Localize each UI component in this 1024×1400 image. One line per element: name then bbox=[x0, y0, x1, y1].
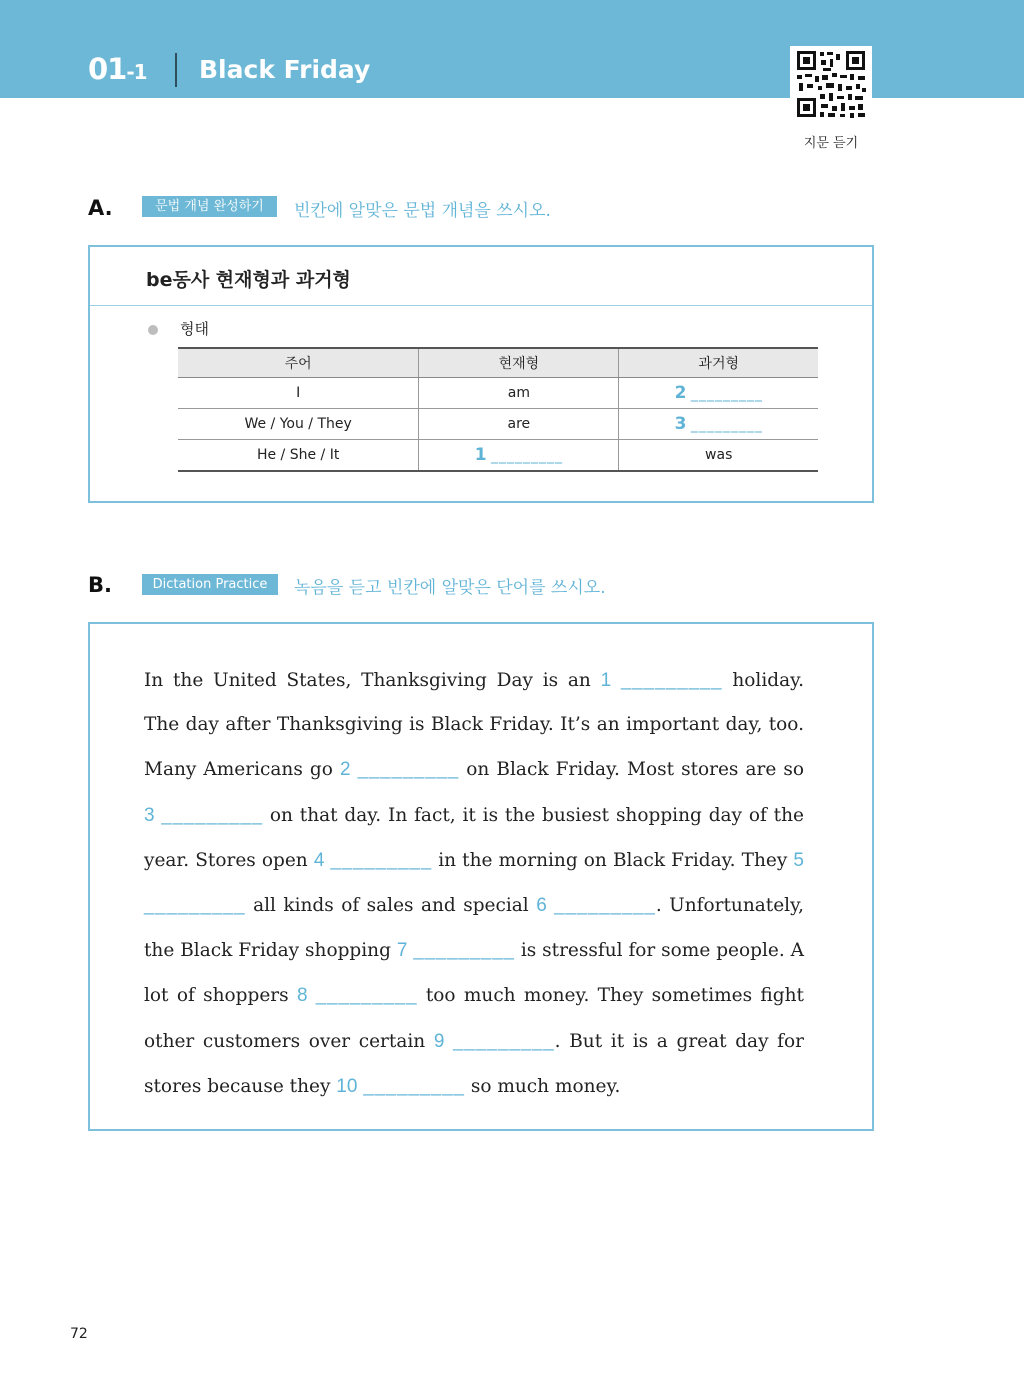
blank-line: _________ bbox=[161, 803, 264, 825]
passage-text: . But it is a great day for stores because they bbox=[144, 1030, 804, 1097]
dictation-box bbox=[88, 622, 874, 1131]
blank-line: _________ bbox=[491, 448, 563, 464]
blank-line: _________ bbox=[413, 939, 515, 961]
be-verb-table bbox=[178, 347, 818, 472]
qr-code-icon[interactable] bbox=[790, 46, 872, 122]
blank[interactable] bbox=[397, 940, 515, 961]
passage-text: on Black Friday. Most stores are so bbox=[466, 759, 805, 781]
blank-number: 10 bbox=[336, 1075, 358, 1097]
passage-text: holiday. The day after Thanksgiving is Black Friday. It’s an important day, too. Many Americans go bbox=[144, 670, 804, 781]
grammar-box bbox=[88, 245, 874, 503]
passage-text: all kinds of sales and special bbox=[253, 895, 529, 917]
section-a-instruction: 빈칸에 알맞은 문법 개념을 쓰시오. bbox=[294, 201, 551, 221]
past-cell: was bbox=[619, 440, 818, 472]
blank[interactable] bbox=[536, 895, 656, 916]
blank-number: 3 bbox=[674, 414, 687, 434]
blank-line: _________ bbox=[144, 894, 246, 916]
table-header: 주어 bbox=[178, 348, 419, 378]
blank-number: 1 bbox=[474, 445, 487, 465]
table-header: 과거형 bbox=[619, 348, 818, 378]
qr-caption: 지문 듣기 bbox=[803, 136, 859, 151]
grammar-box-title: be동사 현재형과 과거형 bbox=[146, 269, 351, 291]
passage-text: too much money. They sometimes fight other customers over certain bbox=[144, 985, 804, 1052]
table-row bbox=[178, 440, 818, 472]
page-number: 72 bbox=[70, 1326, 88, 1342]
blank-line: _________ bbox=[620, 669, 723, 690]
section-a-badge: 문법 개념 완성하기 bbox=[142, 196, 277, 217]
passage-text: so much money. bbox=[470, 1075, 621, 1097]
present-cell: am bbox=[419, 378, 619, 409]
blank-line: _________ bbox=[315, 984, 418, 1006]
blank[interactable] bbox=[340, 759, 459, 780]
blank-number: 7 bbox=[396, 940, 408, 962]
passage-text: on that day. In fact, it is the busiest shopping day of the year. Stores open bbox=[144, 804, 804, 871]
bullet-label: 형태 bbox=[180, 320, 209, 338]
past-blank-cell[interactable] bbox=[619, 378, 818, 409]
past-blank-cell[interactable] bbox=[619, 409, 818, 440]
passage-text: In the United States, Thanksgiving Day is an bbox=[144, 670, 591, 691]
section-a-letter: A. bbox=[88, 196, 113, 220]
subject-cell: We / You / They bbox=[178, 409, 419, 440]
blank-number: 5 bbox=[793, 849, 804, 871]
blank[interactable] bbox=[297, 985, 418, 1006]
blank-number: 1 bbox=[600, 670, 612, 691]
section-b-instruction: 녹음을 듣고 빈칸에 알맞은 단어를 쓰시오. bbox=[294, 578, 606, 598]
lesson-number: 01-1 bbox=[88, 52, 147, 86]
blank-line: _________ bbox=[357, 758, 460, 780]
blank-line: _________ bbox=[554, 894, 656, 916]
passage-text: . Unfortunately, the Black Friday shopping bbox=[144, 895, 804, 962]
header-divider bbox=[175, 53, 177, 87]
blank-number: 6 bbox=[536, 895, 547, 917]
blank-line: _________ bbox=[363, 1074, 465, 1096]
present-cell: are bbox=[419, 409, 619, 440]
blank[interactable] bbox=[336, 1076, 465, 1097]
passage-text: in the morning on Black Friday. They bbox=[438, 849, 788, 871]
blank-line: _________ bbox=[690, 386, 763, 402]
section-b-badge: Dictation Practice bbox=[142, 574, 278, 595]
blank-number: 4 bbox=[313, 849, 325, 871]
blank-number: 2 bbox=[339, 759, 351, 781]
bullet-icon bbox=[148, 325, 158, 335]
blank[interactable] bbox=[144, 805, 263, 826]
grammar-box-divider bbox=[90, 305, 872, 306]
blank-line: _________ bbox=[690, 417, 763, 433]
section-b-letter: B. bbox=[88, 573, 112, 597]
lesson-title: Black Friday bbox=[199, 55, 371, 84]
table-row bbox=[178, 409, 818, 440]
blank-number: 8 bbox=[296, 985, 308, 1007]
blank[interactable] bbox=[601, 670, 723, 691]
blank[interactable] bbox=[434, 1031, 555, 1052]
blank[interactable] bbox=[314, 850, 432, 871]
present-blank-cell[interactable] bbox=[419, 440, 619, 472]
subject-cell: I bbox=[178, 378, 419, 409]
dictation-passage bbox=[144, 658, 804, 1109]
qr-code-graphic bbox=[790, 46, 872, 122]
subject-cell: He / She / It bbox=[178, 440, 419, 472]
blank-number: 3 bbox=[144, 804, 155, 826]
table-header: 현재형 bbox=[419, 348, 619, 378]
blank-line: _________ bbox=[330, 848, 433, 870]
blank-number: 2 bbox=[674, 383, 687, 403]
blank-line: _________ bbox=[453, 1029, 555, 1051]
table-row bbox=[178, 378, 818, 409]
passage-text: is stressful for some people. A lot of shoppers bbox=[144, 940, 804, 1007]
blank-number: 9 bbox=[433, 1030, 445, 1052]
